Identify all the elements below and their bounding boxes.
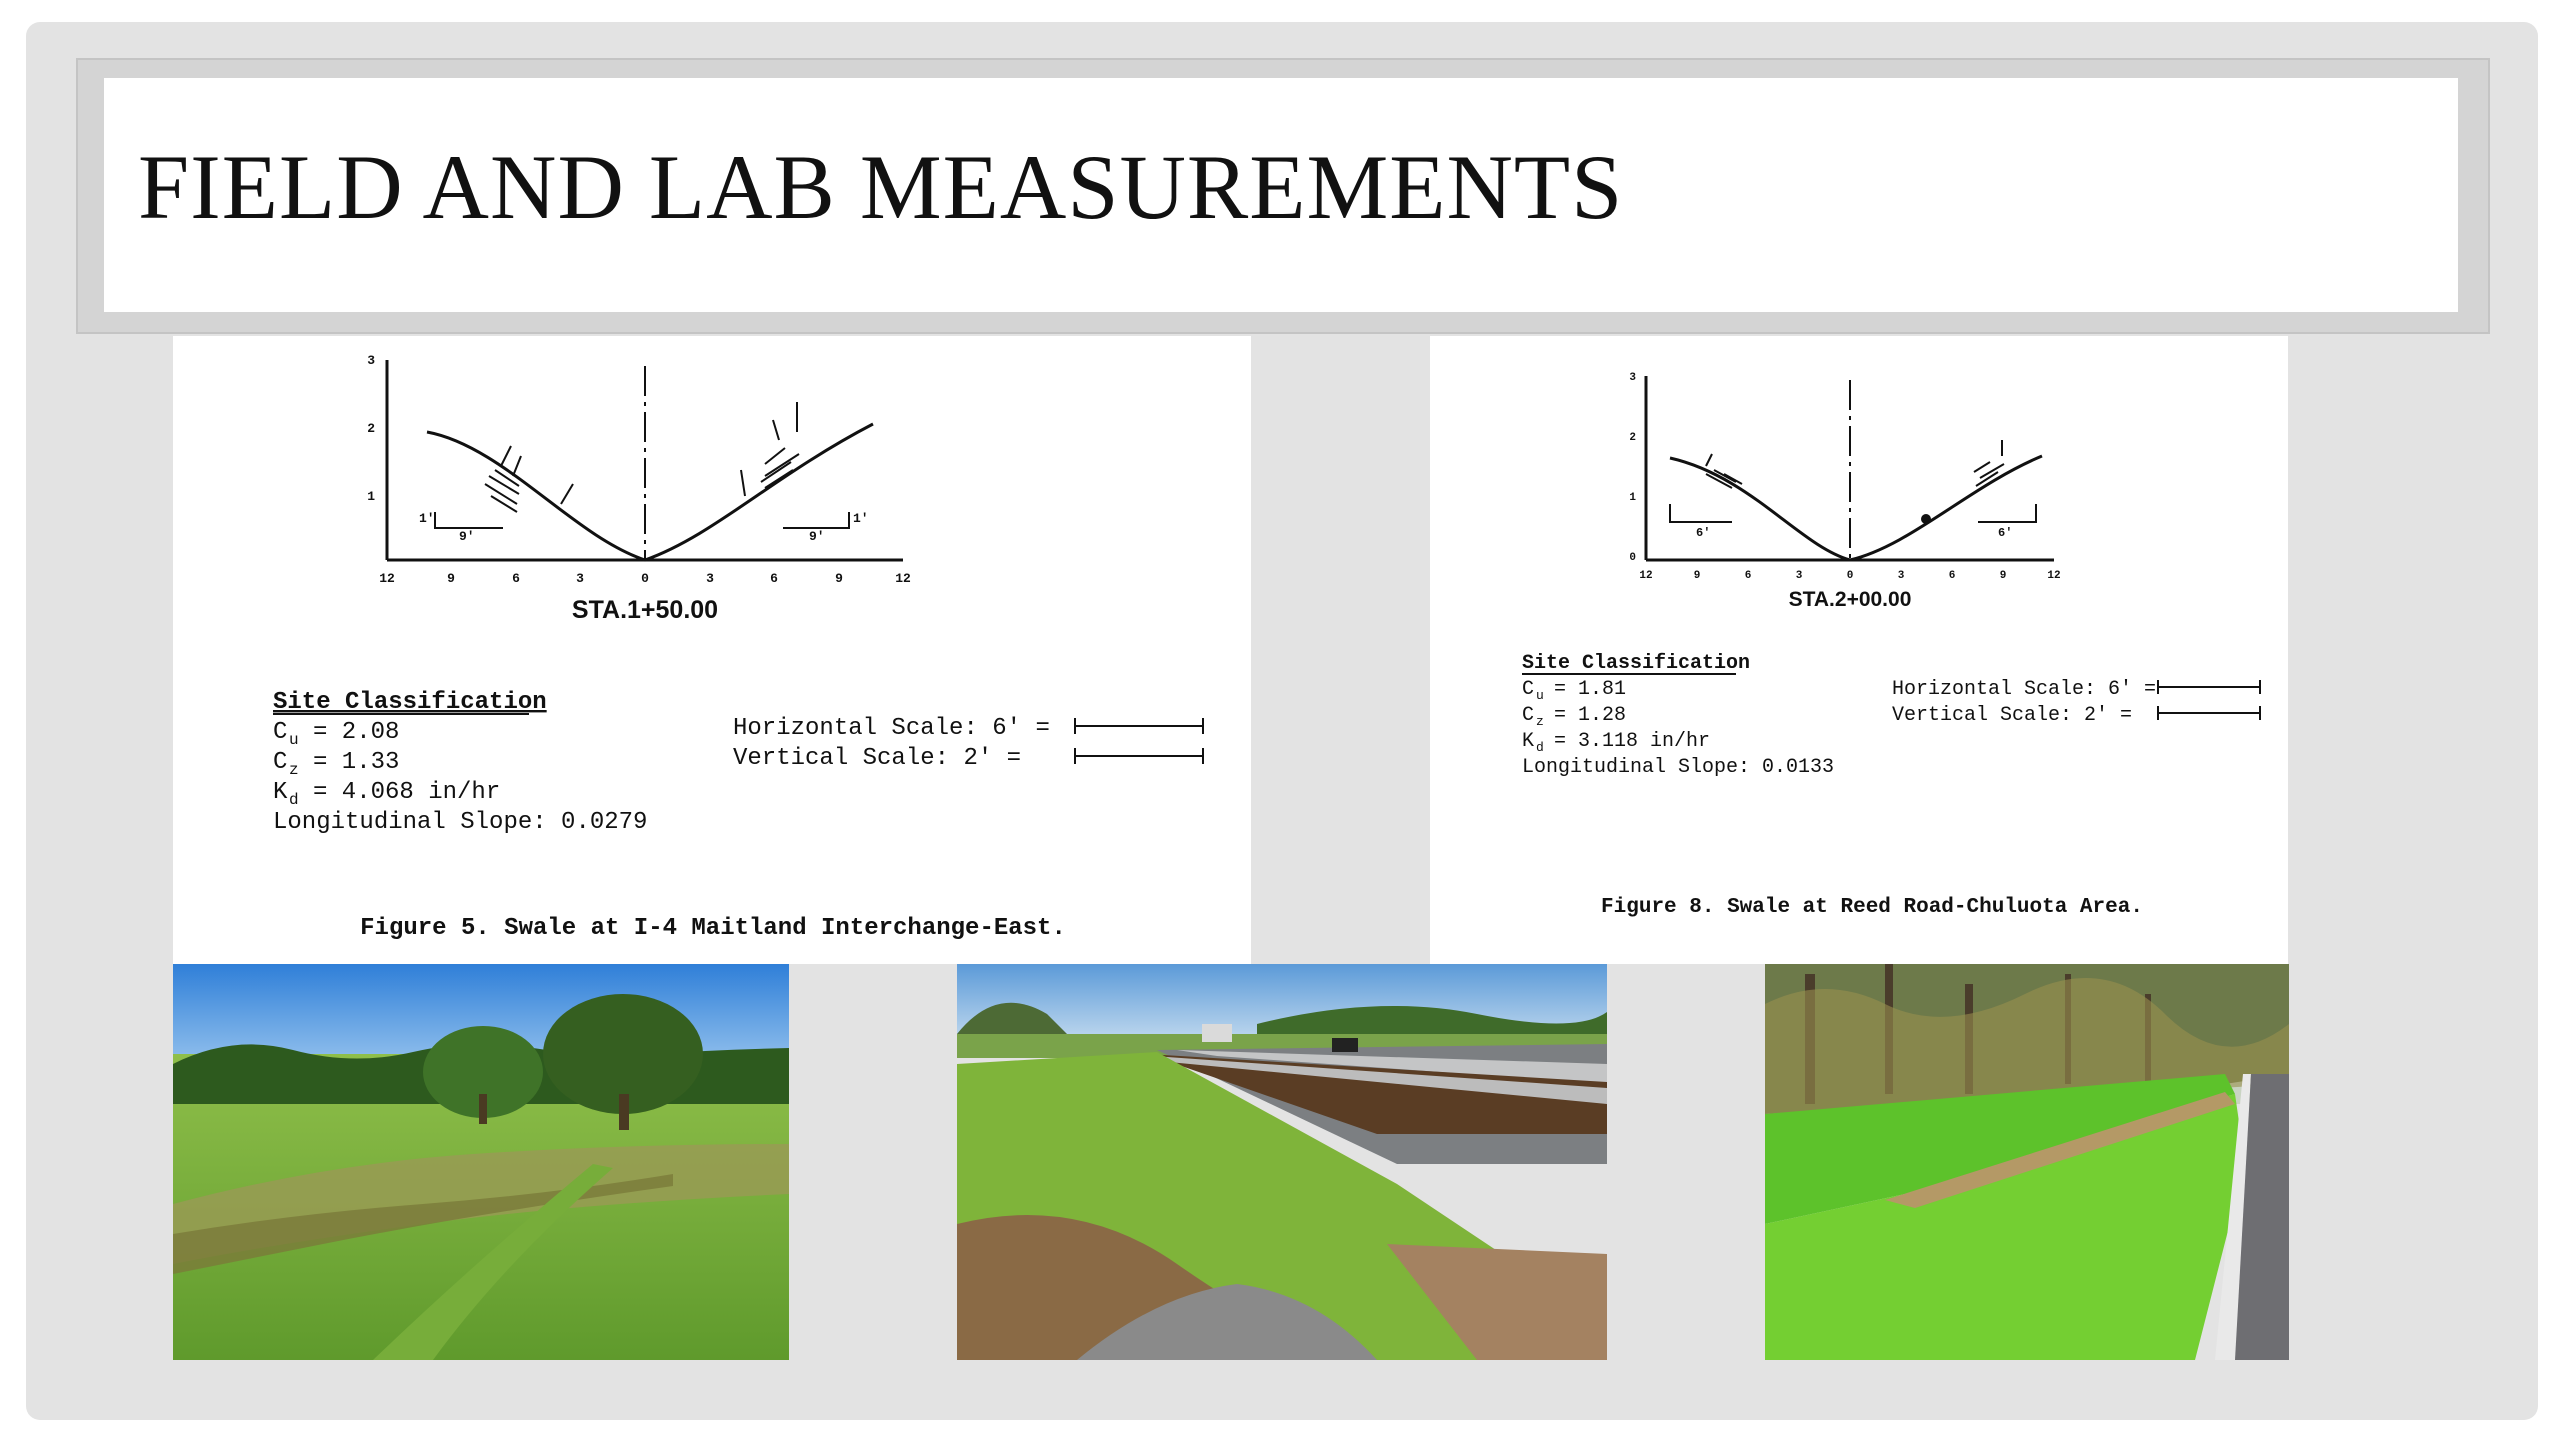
kd-value: = 3.118 in/hr	[1554, 730, 1711, 753]
figure-5-panel	[173, 336, 1251, 964]
x-tick-label: 6	[770, 571, 778, 586]
title-box	[104, 78, 2458, 312]
cu-value: = 1.81	[1554, 678, 1627, 701]
x-tick-label: 12	[1639, 570, 1653, 582]
longitudinal-slope: Longitudinal Slope: 0.0279	[273, 809, 648, 836]
station-label: STA.1+50.00	[571, 596, 719, 624]
swale-cross-section-diagram	[173, 336, 1251, 964]
marker-label: 6'	[1998, 526, 2013, 540]
kd-symbol: K	[273, 779, 288, 806]
vertical-scale-label: Vertical Scale: 2' =	[733, 745, 1022, 772]
swale-cross-section-diagram	[1430, 336, 2288, 964]
x-tick-label: 6	[512, 571, 520, 586]
kd-value: = 4.068 in/hr	[313, 779, 501, 806]
vegetation-hatch-right	[741, 402, 799, 496]
x-tick-label: 3	[706, 571, 714, 586]
longitudinal-slope: Longitudinal Slope: 0.0133	[1522, 756, 1835, 779]
x-tick-label: 12	[895, 571, 911, 586]
x-tick-label: 9	[835, 571, 843, 586]
grassy-swale-meadow-photo	[173, 964, 789, 1360]
y-tick-label: 1	[367, 489, 375, 504]
x-tick-label: 3	[1795, 570, 1803, 582]
x-tick-label: 12	[2047, 570, 2061, 582]
x-tick-label: 6	[1948, 570, 1956, 582]
right-bracket	[1978, 504, 2036, 522]
left-bracket	[435, 512, 503, 528]
marker-label: 9'	[459, 529, 475, 544]
x-tick-label: 9	[1693, 570, 1701, 582]
y-tick-label: 3	[367, 353, 375, 368]
cz-symbol: C	[1522, 704, 1535, 727]
figure-caption: Figure 5. Swale at I-4 Maitland Interchange-East.	[360, 915, 1066, 942]
cu-value: = 2.08	[313, 719, 400, 746]
left-bracket	[1670, 504, 1732, 522]
horizontal-scale-label: Horizontal Scale: 6' =	[733, 715, 1050, 742]
roadside-grass-swale-photo	[1765, 964, 2289, 1360]
kd-symbol: K	[1522, 730, 1535, 753]
marker-label: 1'	[853, 511, 869, 526]
site-classification-heading: Site Classification	[273, 689, 547, 716]
x-tick-label: 9	[1999, 570, 2007, 582]
right-bracket	[783, 512, 849, 528]
y-tick-label: 0	[1629, 552, 1636, 564]
figure-8-panel	[1430, 336, 2288, 964]
x-tick-label: 12	[379, 571, 395, 586]
swale-profile-curve	[1670, 456, 2042, 560]
marker-label: 1'	[419, 511, 435, 526]
marker-label: 6'	[1696, 526, 1711, 540]
y-tick-label: 2	[1629, 432, 1636, 444]
vertical-scale-label: Vertical Scale: 2' =	[1892, 704, 2133, 727]
cz-value: = 1.28	[1554, 704, 1627, 727]
site-classification-heading: Site Classification	[1522, 652, 1751, 675]
y-tick-label: 3	[1629, 372, 1636, 384]
x-tick-label: 0	[1846, 570, 1854, 582]
horizontal-scale-label: Horizontal Scale: 6' =	[1892, 678, 2157, 701]
cu-subscript: u	[1536, 688, 1544, 703]
station-label: STA.2+00.00	[1788, 588, 1912, 611]
x-tick-label: 6	[1744, 570, 1752, 582]
cz-value: = 1.33	[313, 749, 400, 776]
swale-profile-curve	[427, 424, 873, 560]
figure-caption: Figure 8. Swale at Reed Road-Chuluota Area.	[1601, 896, 2143, 919]
highway-swale-guardrail-photo	[957, 964, 1607, 1360]
cu-symbol: C	[1522, 678, 1535, 701]
x-tick-label: 9	[447, 571, 455, 586]
cu-subscript: u	[289, 731, 299, 749]
y-tick-label: 2	[367, 421, 375, 436]
kd-subscript: d	[1536, 740, 1544, 755]
vegetation-hatch-left	[485, 446, 573, 512]
x-tick-label: 3	[576, 571, 584, 586]
marker-label: 9'	[809, 529, 825, 544]
x-tick-label: 3	[1897, 570, 1905, 582]
cz-subscript: z	[289, 761, 299, 779]
kd-subscript: d	[289, 791, 299, 809]
x-tick-label: 0	[641, 571, 649, 586]
cz-symbol: C	[273, 749, 288, 776]
cz-subscript: z	[1536, 714, 1544, 729]
slide-title: FIELD AND LAB MEASUREMENTS	[138, 136, 1624, 238]
y-tick-label: 1	[1629, 492, 1636, 504]
cu-symbol: C	[273, 719, 288, 746]
